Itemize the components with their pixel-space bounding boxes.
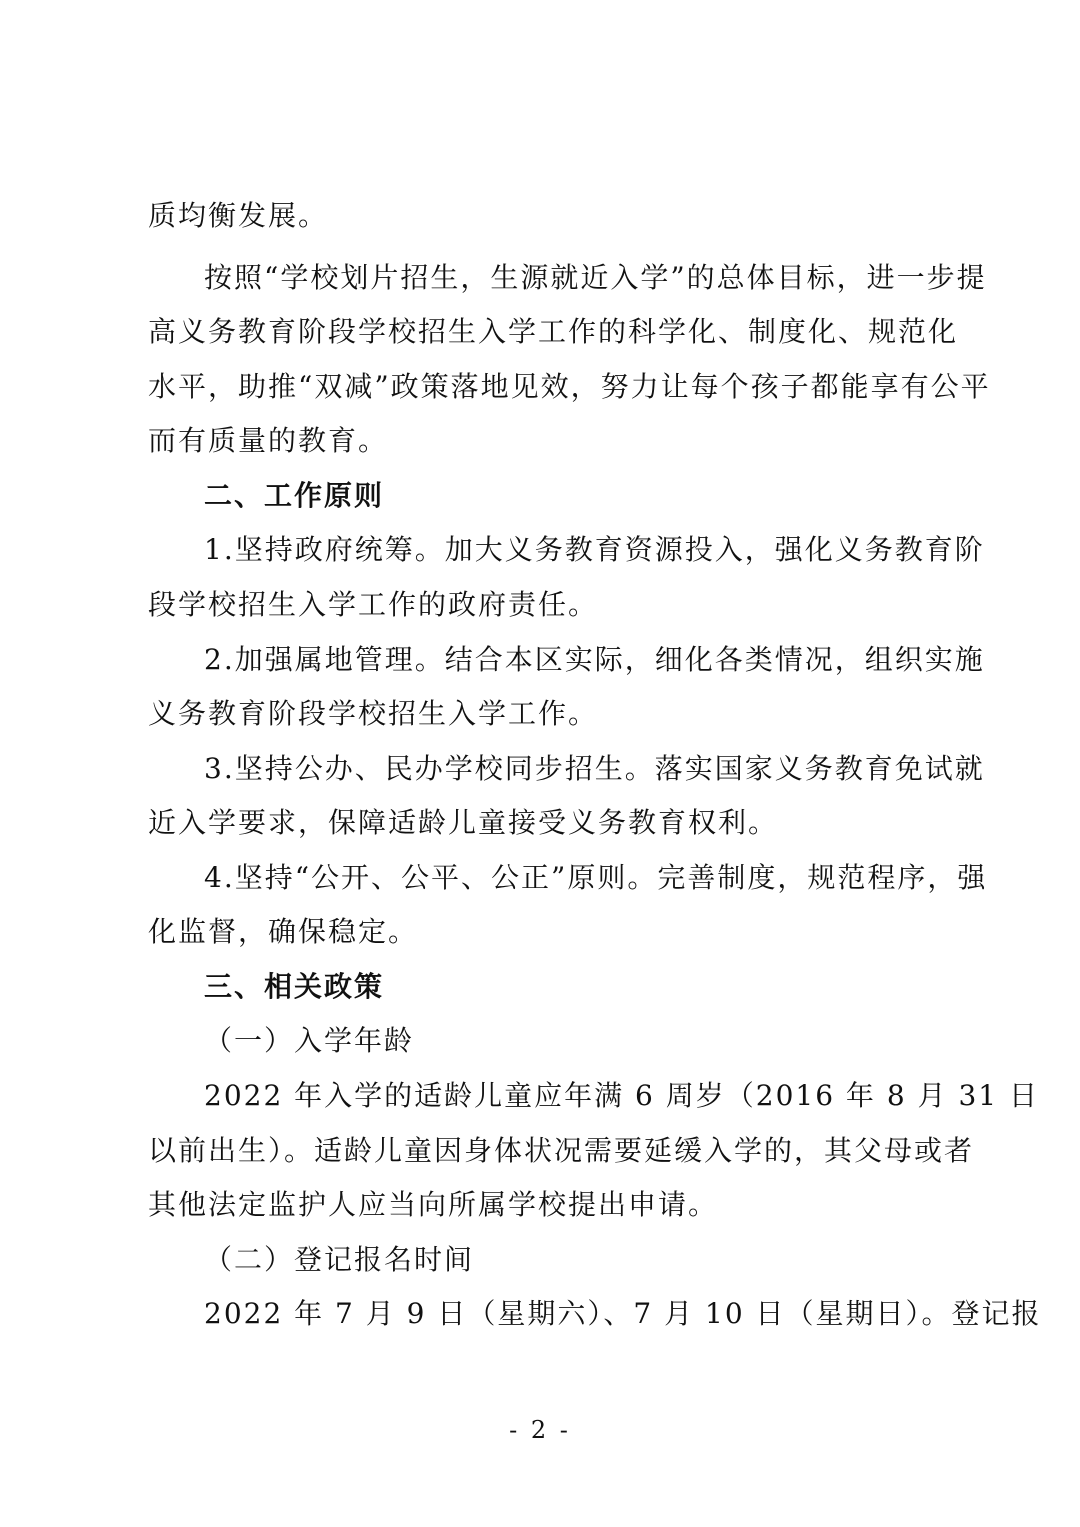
paragraph-line: 水平，助推“双减”政策落地见效，努力让每个孩子都能享有公平 (148, 370, 991, 403)
subsection-heading: （一）入学年龄 (204, 1024, 415, 1057)
paragraph-line: 2022 年入学的适龄儿童应年满 6 周岁（2016 年 8 月 31 日 (204, 1079, 1039, 1112)
paragraph-line: 高义务教育阶段学校招生入学工作的科学化、制度化、规范化 (148, 315, 959, 348)
paragraph-line: 以前出生）。适龄儿童因身体状况需要延缓入学的，其父母或者 (148, 1134, 975, 1167)
page-number: - 2 - (509, 1416, 571, 1444)
paragraph-line: 1.坚持政府统筹。加大义务教育资源投入，强化义务教育阶 (204, 533, 985, 566)
paragraph-line: 段学校招生入学工作的政府责任。 (148, 588, 599, 621)
paragraph-line: 2022 年 7 月 9 日（星期六）、7 月 10 日（星期日）。登记报 (204, 1297, 1042, 1330)
paragraph-line: 近入学要求，保障适龄儿童接受义务教育权利。 (148, 806, 779, 839)
paragraph-line: 化监督，确保稳定。 (148, 915, 419, 948)
subsection-heading: （二）登记报名时间 (204, 1243, 475, 1276)
paragraph-line: 质均衡发展。 (148, 199, 329, 232)
paragraph-line: 其他法定监护人应当向所属学校提出申请。 (148, 1188, 719, 1221)
paragraph-line: 而有质量的教育。 (148, 424, 389, 457)
paragraph-line: 按照“学校划片招生，生源就近入学”的总体目标，进一步提 (204, 261, 987, 294)
section-heading: 二、工作原则 (204, 479, 385, 512)
paragraph-line: 3.坚持公办、民办学校同步招生。落实国家义务教育免试就 (204, 752, 985, 785)
paragraph-line: 义务教育阶段学校招生入学工作。 (148, 697, 599, 730)
paragraph-line: 4.坚持“公开、公平、公正”原则。完善制度，规范程序，强 (204, 861, 988, 894)
paragraph-line: 2.加强属地管理。结合本区实际，细化各类情况，组织实施 (204, 643, 985, 676)
section-heading: 三、相关政策 (204, 970, 385, 1003)
